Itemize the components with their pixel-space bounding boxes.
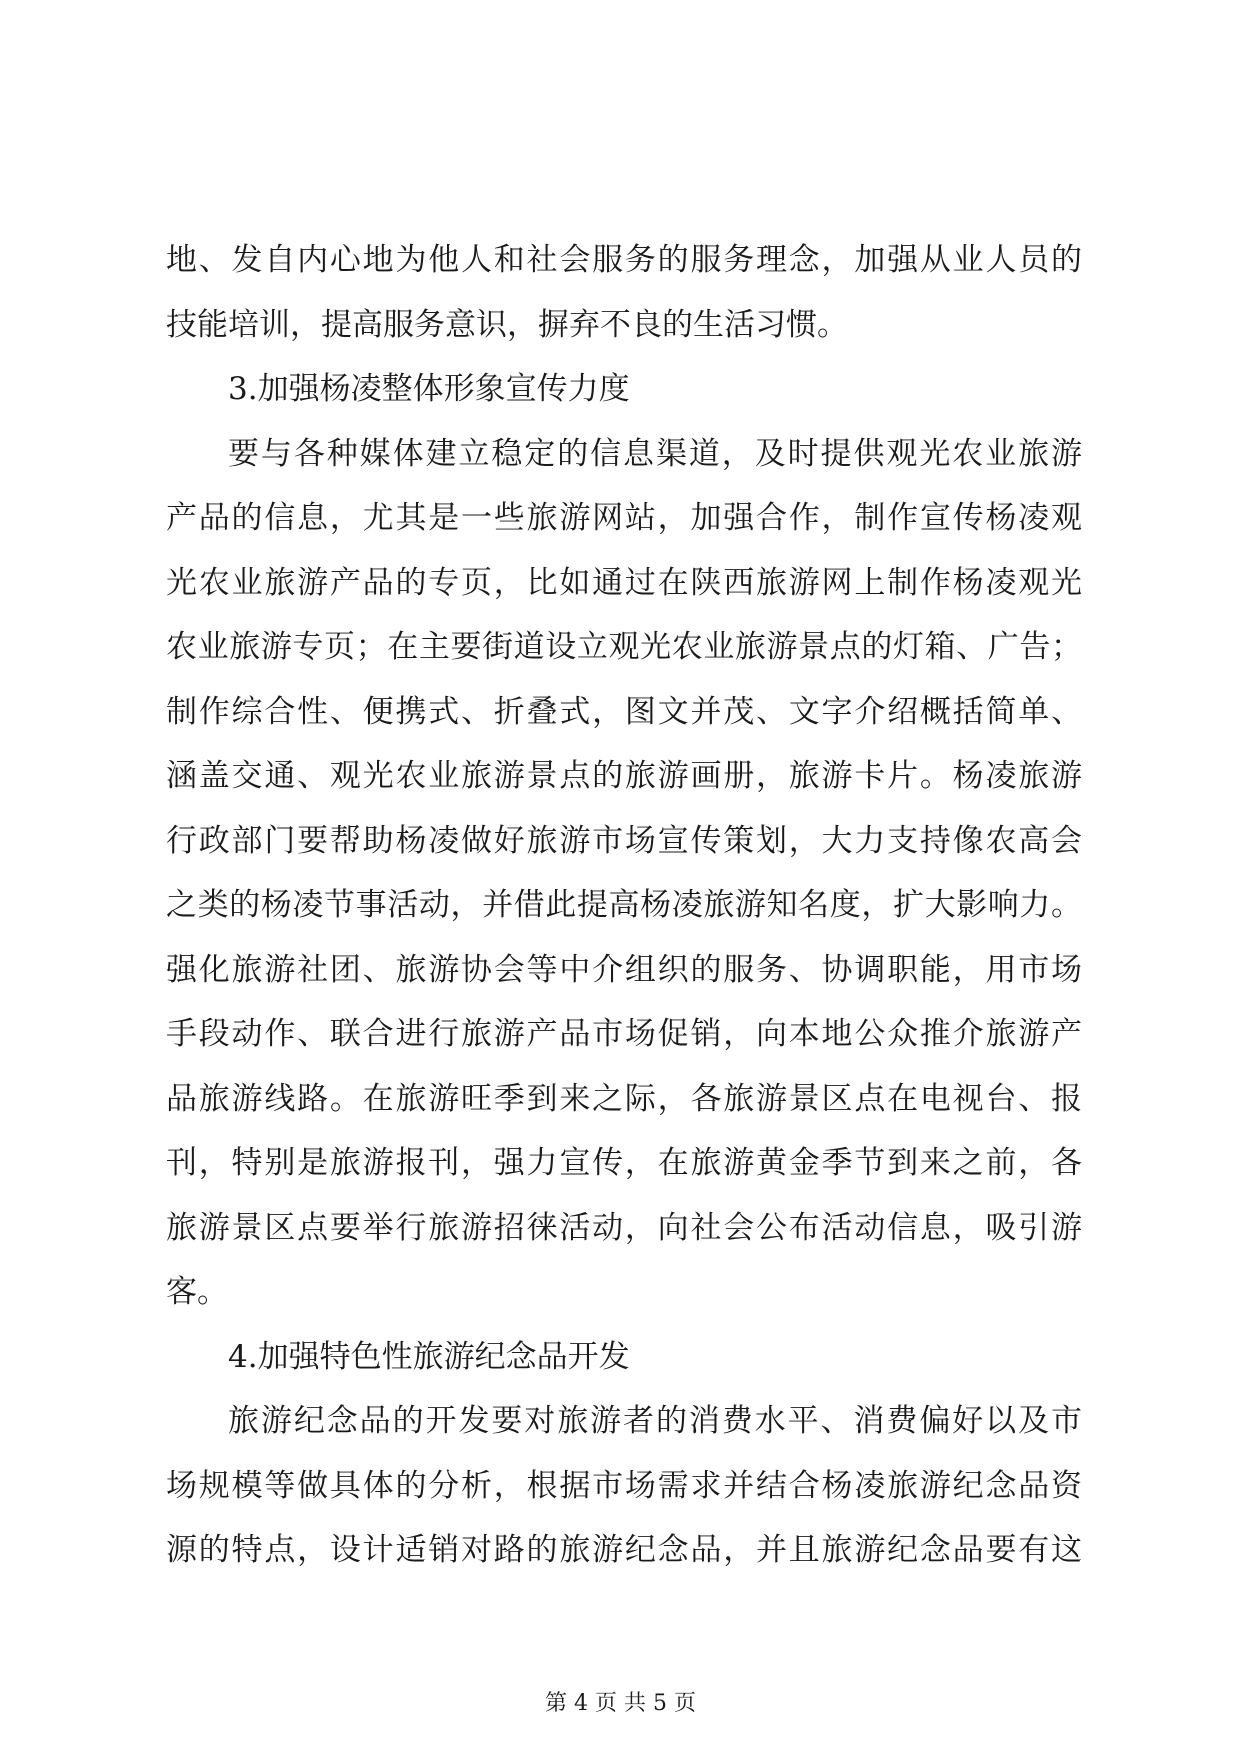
paragraph-line: 强化旅游社团、旅游协会等中介组织的服务、协调职能，用市场 xyxy=(166,951,1082,988)
paragraph-line: 场规模等做具体的分析，根据市场需求并结合杨凌旅游纪念品资 xyxy=(166,1467,1082,1504)
paragraph-line: 制作综合性、便携式、折叠式，图文并茂、文字介绍概括简单、 xyxy=(166,693,1082,730)
paragraph-line: 源的特点，设计适销对路的旅游纪念品，并且旅游纪念品要有这 xyxy=(166,1532,1082,1568)
paragraph-line: 技能培训，提高服务意识，摒弃不良的生活习惯。 xyxy=(166,306,848,343)
page-number-footer: 第 4 页 共 5 页 xyxy=(545,1691,696,1716)
paragraph-line: 光农业旅游产品的专页，比如通过在陕西旅游网上制作杨凌观光 xyxy=(166,564,1082,601)
paragraph-line: 客。 xyxy=(166,1274,228,1310)
section-heading: 3.加强杨凌整体形象宣传力度 xyxy=(228,371,630,407)
paragraph-line: 之类的杨凌节事活动，并借此提高杨凌旅游知名度，扩大影响力。 xyxy=(166,887,1082,923)
paragraph-line: 产品的信息，尤其是一些旅游网站，加强合作，制作宣传杨凌观 xyxy=(166,500,1082,536)
paragraph-line: 手段动作、联合进行旅游产品市场促销，向本地公众推介旅游产 xyxy=(166,1016,1082,1052)
paragraph-line: 旅游景区点要举行旅游招徕活动，向社会公布活动信息，吸引游 xyxy=(166,1209,1082,1246)
paragraph-line: 旅游纪念品的开发要对旅游者的消费水平、消费偏好以及市 xyxy=(228,1403,1082,1439)
section-heading: 4.加强特色性旅游纪念品开发 xyxy=(228,1338,630,1375)
document-body xyxy=(166,228,1082,1583)
paragraph-line: 刊，特别是旅游报刊，强力宣传，在旅游黄金季节到来之前，各 xyxy=(166,1145,1082,1181)
paragraph-line: 要与各种媒体建立稳定的信息渠道，及时提供观光农业旅游 xyxy=(228,435,1082,472)
paragraph-line: 品旅游线路。在旅游旺季到来之际，各旅游景区点在电视台、报 xyxy=(166,1080,1082,1117)
paragraph-line: 农业旅游专页；在主要街道设立观光农业旅游景点的灯箱、广告； xyxy=(166,629,1082,665)
paragraph-line: 行政部门要帮助杨凌做好旅游市场宣传策划，大力支持像农高会 xyxy=(166,822,1082,859)
paragraph-line: 涵盖交通、观光农业旅游景点的旅游画册，旅游卡片。杨凌旅游 xyxy=(166,758,1082,794)
paragraph-line: 地、发自内心地为他人和社会服务的服务理念，加强从业人员的 xyxy=(166,242,1082,278)
